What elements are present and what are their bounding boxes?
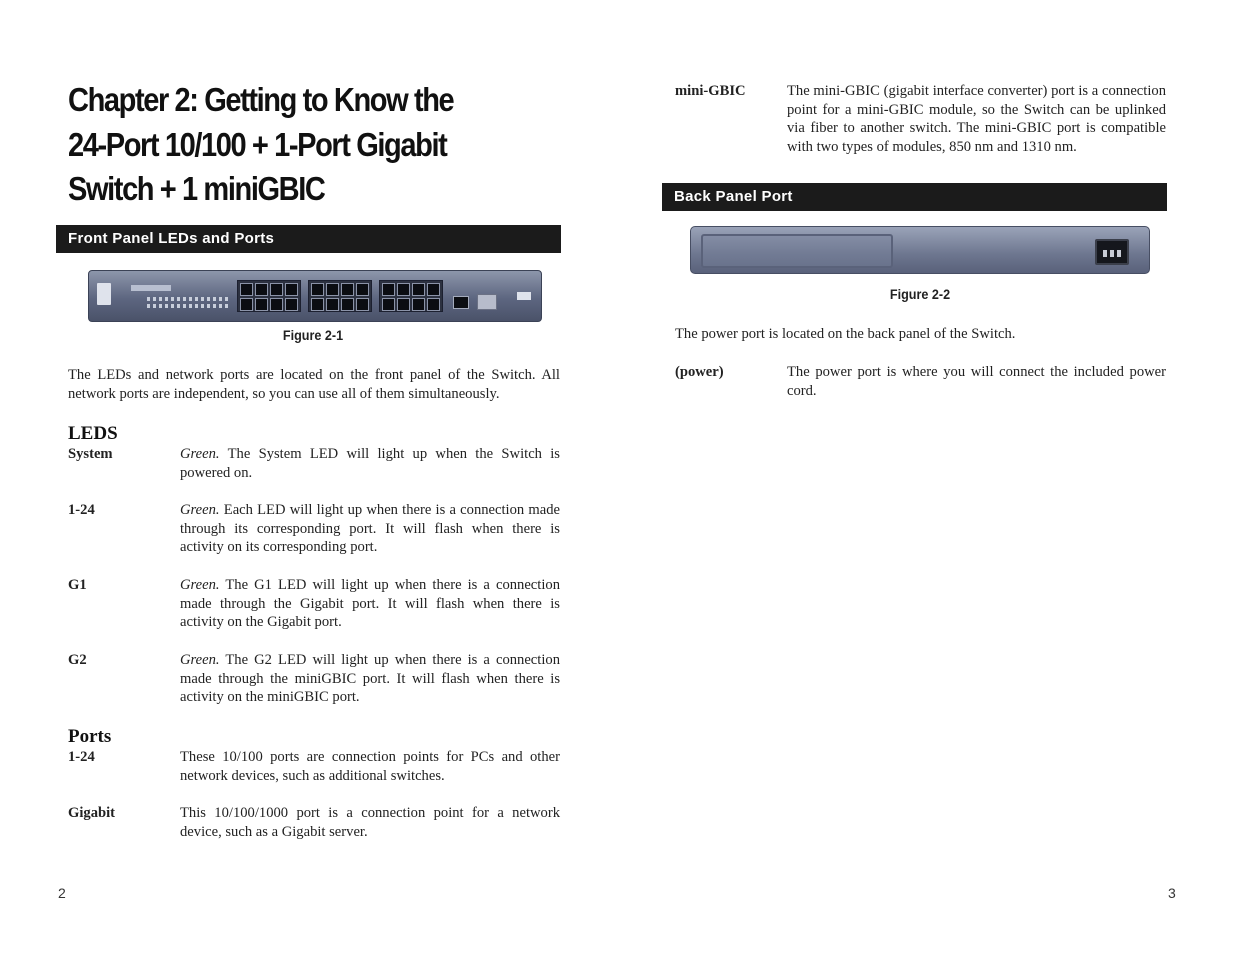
ethernet-port-icon bbox=[382, 283, 395, 296]
front-panel-intro: The LEDs and network ports are located on the front panel of the Switch. All network ports are independent, so you can use all of them simultaneously. bbox=[68, 367, 560, 402]
led-status-color: Green. bbox=[180, 502, 220, 518]
back-panel-section-heading: Back Panel Port bbox=[662, 183, 1167, 211]
page-number-right: 3 bbox=[1168, 885, 1176, 901]
led-row bbox=[147, 304, 229, 308]
ethernet-port-icon bbox=[397, 298, 410, 311]
led-term-g1: G1 bbox=[68, 577, 87, 593]
port-block bbox=[308, 280, 372, 312]
port-term-gigabit: Gigabit bbox=[68, 805, 116, 821]
ethernet-port-icon bbox=[341, 283, 354, 296]
ethernet-port-icon bbox=[382, 298, 395, 311]
ethernet-port-icon bbox=[255, 283, 268, 296]
vent-panel bbox=[701, 234, 893, 268]
back-panel-intro: The power port is located on the back panel of the Switch. bbox=[675, 326, 1016, 342]
port-block bbox=[379, 280, 443, 312]
power-definition: The power port is where you will connect the included power cord. bbox=[787, 364, 1166, 399]
ethernet-port-icon bbox=[427, 283, 440, 296]
led-definition-g1 bbox=[180, 576, 560, 632]
back-panel-figure bbox=[690, 226, 1150, 274]
badge-icon bbox=[517, 292, 531, 300]
led-status-color: Green. bbox=[180, 577, 220, 593]
led-status-color: Green. bbox=[180, 652, 220, 668]
ethernet-port-icon bbox=[397, 283, 410, 296]
front-panel-section-heading: Front Panel LEDs and Ports bbox=[56, 225, 561, 253]
led-term-system: System bbox=[68, 446, 113, 462]
leds-heading: LEDS bbox=[68, 423, 118, 444]
led-description: The G2 LED will light up when there is a connection made through the miniGBIC port. It will flash when there is activity on the miniGBIC port. bbox=[180, 652, 560, 706]
mini-gbic-term: mini-GBIC bbox=[675, 83, 746, 99]
ethernet-port-icon bbox=[285, 283, 298, 296]
ethernet-port-icon bbox=[356, 298, 369, 311]
ports-heading: Ports bbox=[68, 726, 112, 747]
led-row bbox=[147, 297, 229, 301]
ethernet-port-icon bbox=[240, 283, 253, 296]
power-term: (power) bbox=[675, 364, 724, 380]
figure-2-1-caption: Figure 2-1 bbox=[282, 327, 344, 343]
chapter-title bbox=[68, 78, 508, 212]
mini-gbic-slot-icon bbox=[477, 294, 497, 310]
figure-2-2-caption: Figure 2-2 bbox=[889, 286, 951, 302]
front-panel-figure bbox=[88, 270, 542, 322]
ethernet-port-icon bbox=[427, 298, 440, 311]
brand-logo-icon bbox=[97, 283, 111, 305]
led-definition-system bbox=[180, 445, 560, 482]
power-socket-icon bbox=[1095, 239, 1129, 265]
port-block bbox=[237, 280, 301, 312]
led-status-color: Green. bbox=[180, 446, 220, 462]
ethernet-port-icon bbox=[412, 283, 425, 296]
led-definition-g2 bbox=[180, 651, 560, 707]
led-description: Each LED will light up when there is a connection made through its corresponding port. It will flash when there is activity on its corresponding port. bbox=[180, 502, 560, 556]
ethernet-port-icon bbox=[341, 298, 354, 311]
ethernet-port-icon bbox=[270, 283, 283, 296]
ethernet-port-icon bbox=[255, 298, 268, 311]
led-definition-1-24 bbox=[180, 501, 560, 557]
ethernet-port-icon bbox=[356, 283, 369, 296]
ethernet-port-icon bbox=[270, 298, 283, 311]
power-pin bbox=[1110, 250, 1114, 257]
ethernet-port-icon bbox=[412, 298, 425, 311]
ethernet-port-icon bbox=[311, 283, 324, 296]
ethernet-port-icon bbox=[326, 283, 339, 296]
page-number-left: 2 bbox=[58, 885, 66, 901]
ethernet-port-icon bbox=[285, 298, 298, 311]
chapter-title-line-1: Chapter 2: Getting to Know the bbox=[68, 81, 454, 118]
power-pin bbox=[1117, 250, 1121, 257]
gigabit-port-icon bbox=[453, 296, 469, 309]
led-description: The System LED will light up when the Switch is powered on. bbox=[180, 446, 560, 481]
power-pin bbox=[1103, 250, 1107, 257]
port-definition-1-24: These 10/100 ports are connection points for PCs and other network devices, such as additional switches. bbox=[180, 749, 560, 784]
led-term-1-24: 1-24 bbox=[68, 502, 95, 518]
chapter-title-line-3: Switch + 1 miniGBIC bbox=[68, 170, 325, 207]
chapter-title-line-2: 24-Port 10/100 + 1-Port Gigabit bbox=[68, 125, 447, 163]
ethernet-port-icon bbox=[240, 298, 253, 311]
led-description: The G1 LED will light up when there is a connection made through the Gigabit port. It will flash when there is activity on the Gigabit port. bbox=[180, 577, 560, 631]
model-label-plate bbox=[131, 285, 171, 291]
port-term-1-24: 1-24 bbox=[68, 749, 95, 765]
led-term-g2: G2 bbox=[68, 652, 87, 668]
mini-gbic-definition: The mini-GBIC (gigabit interface converter) port is a connection point for a mini-GBIC module, so the Switch can be uplinked via fiber to another switch. The mini-GBIC port is compatible with two types of modules, 850 nm and 1310 nm. bbox=[787, 83, 1166, 156]
port-definition-gigabit: This 10/100/1000 port is a connection point for a network device, such as a Gigabit server. bbox=[180, 805, 560, 840]
ethernet-port-icon bbox=[311, 298, 324, 311]
ethernet-port-icon bbox=[326, 298, 339, 311]
